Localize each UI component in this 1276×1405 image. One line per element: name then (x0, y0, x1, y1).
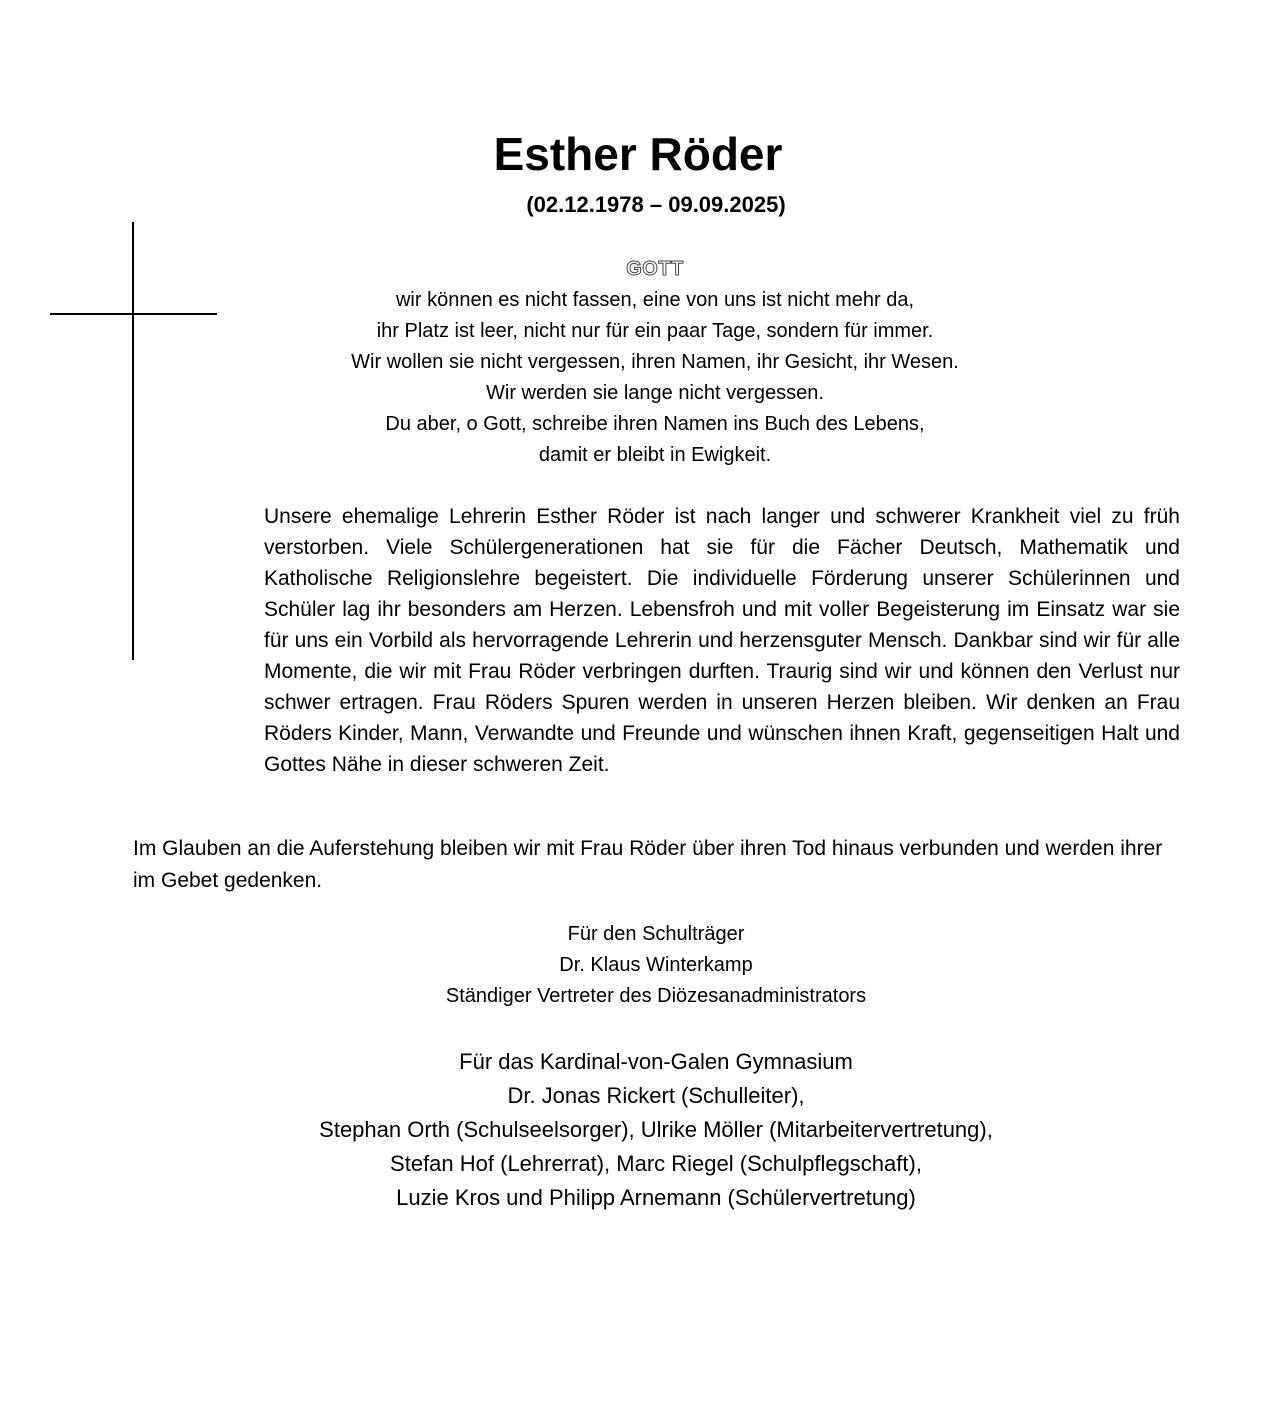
signature-line: Stephan Orth (Schulseelsorger), Ulrike Möller (Mitarbeitervertretung), (319, 1117, 993, 1142)
poem-line: Du aber, o Gott, schreibe ihren Namen ins Buch des Lebens, (385, 413, 925, 435)
poem-line: damit er bleibt in Ewigkeit. (538, 444, 772, 466)
signature-line: Dr. Klaus Winterkamp (559, 954, 753, 976)
signature-school-board (0, 919, 1276, 1012)
closing-paragraph: Im Glauben an die Auferstehung bleiben wir mit Frau Röder über ihren Tod hinaus verbunden und werden ihrer im Gebet gedenken. (133, 837, 1163, 892)
signature-line: Ständiger Vertreter des Diözesanadministrators (445, 985, 867, 1007)
poem-line: Wir wollen sie nicht vergessen, ihren Namen, ihr Gesicht, ihr Wesen. (351, 351, 959, 373)
obituary-name: Esther Röder (493, 128, 783, 180)
signature-line: Dr. Jonas Rickert (Schulleiter), (507, 1083, 805, 1108)
signature-school (0, 1045, 1276, 1215)
poem-heading: GOTT (626, 258, 684, 280)
poem-line: wir können es nicht fassen, eine von uns ist nicht mehr da, (395, 289, 915, 311)
poem (260, 254, 1050, 471)
poem-line: Wir werden sie lange nicht vergessen. (486, 382, 824, 404)
life-dates: (02.12.1978 – 09.09.2025) (526, 192, 786, 217)
signature-line: Für den Schulträger (567, 923, 745, 945)
body-paragraph: Unsere ehemalige Lehrerin Esther Röder ist nach langer und schwerer Krankheit viel zu früh verstorben. Viele Schülergenerationen hat sie für die Fächer Deutsch, Mathematik und Katholische Religionslehre begeistert. Die individuelle Förderung unserer Schülerinnen und Schüler lag ihr besonders am Herzen. Lebensfroh und mit voller Begeisterung im Einsatz war sie für uns ein Vorbild als hervorragende Lehrerin und herzensguter Mensch. Dankbar sind wir für alle Momente, die wir mit Frau Röder verbringen durften. Traurig sind wir und können den Verlust nur schwer ertragen. Frau Röders Spuren werden in unseren Herzen bleiben. Wir denken an Frau Röders Kinder, Mann, Verwandte und Freunde und wünschen ihnen Kraft, gegenseitigen Halt und Gottes Nähe in dieser schweren Zeit. (264, 505, 1180, 776)
signature-line: Luzie Kros und Philipp Arnemann (Schülervertretung) (396, 1185, 916, 1210)
signature-line: Stefan Hof (Lehrerrat), Marc Riegel (Schulpflegschaft), (390, 1151, 922, 1176)
signature-line: Für das Kardinal-von-Galen Gymnasium (459, 1049, 853, 1074)
cross-vertical-bar (132, 222, 134, 660)
cross-horizontal-bar (50, 313, 217, 315)
poem-line: ihr Platz ist leer, nicht nur für ein paar Tage, sondern für immer. (376, 320, 934, 342)
